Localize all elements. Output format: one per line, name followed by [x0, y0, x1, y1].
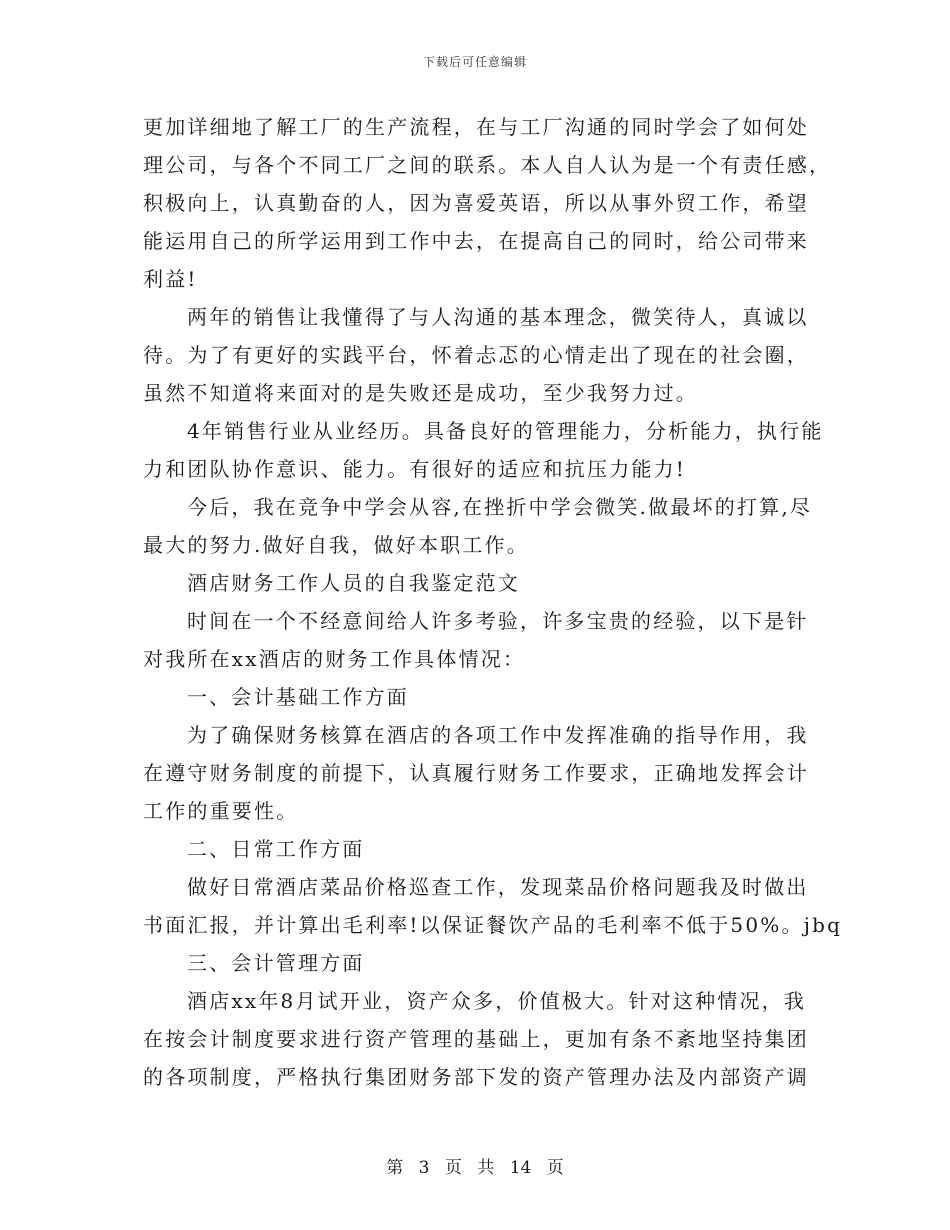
page-footer: [0, 1153, 950, 1178]
text-line: 能运用自己的所学运用到工作中去，在提高自己的同时，给公司带来: [143, 229, 809, 253]
text-line: 的各项制度，严格执行集团财务部下发的资产管理办法及内部资产调: [143, 1065, 809, 1089]
section-heading: 一、会计基础工作方面: [187, 685, 409, 709]
section-heading: 三、会计管理方面: [187, 951, 365, 975]
text-line: 最大的努力.做好自我，做好本职工作。: [143, 533, 529, 557]
footer-total-label: 共: [477, 1158, 495, 1178]
text-line: 待。为了有更好的实践平台，怀着忐忑的心情走出了现在的社会圈，: [143, 343, 809, 367]
section-heading: 二、日常工作方面: [187, 837, 365, 861]
footer-page-label: 第: [386, 1158, 404, 1178]
text-line: 书面汇报，并计算出毛利率!以保证餐饮产品的毛利率不低于50%。jbq: [143, 913, 843, 937]
text-line: 更加详细地了解工厂的生产流程，在与工厂沟通的同时学会了如何处: [143, 115, 809, 139]
text-line: 在遵守财务制度的前提下，认真履行财务工作要求，正确地发挥会计: [143, 761, 809, 785]
footer-page-unit: 页: [444, 1158, 462, 1178]
text-line: 利益!: [143, 267, 198, 291]
text-line: 理公司，与各个不同工厂之间的联系。本人自人认为是一个有责任感，: [143, 153, 832, 177]
footer-current-page: 3: [418, 1158, 430, 1178]
section-title: 酒店财务工作人员的自我鉴定范文: [187, 571, 520, 595]
text-line: 4年销售行业从业经历。具备良好的管理能力，分析能力，执行能: [187, 419, 824, 443]
text-line: 力和团队协作意识、能力。有很好的适应和抗压力能力!: [143, 457, 687, 481]
footer-total-pages: 14: [509, 1158, 532, 1178]
text-line: 为了确保财务核算在酒店的各项工作中发挥准确的指导作用，我: [187, 723, 809, 747]
text-line: 酒店xx年8月试开业，资产众多，价值极大。针对这种情况，我: [187, 989, 807, 1013]
document-body: [143, 108, 843, 1096]
text-line: 工作的重要性。: [143, 799, 299, 823]
text-line: 时间在一个不经意间给人许多考验，许多宝贵的经验，以下是针: [187, 609, 809, 633]
text-line: 今后，我在竞争中学会从容,在挫折中学会微笑.做最坏的打算,尽: [187, 495, 813, 519]
text-line: 做好日常酒店菜品价格巡查工作，发现菜品价格问题我及时做出: [187, 875, 809, 899]
text-line: 虽然不知道将来面对的是失败还是成功，至少我努力过。: [143, 381, 698, 405]
text-line: 两年的销售让我懂得了与人沟通的基本理念，微笑待人，真诚以: [187, 305, 809, 329]
footer-total-unit: 页: [546, 1158, 564, 1178]
page-header: 下载后可任意编辑: [422, 55, 527, 69]
text-line: 对我所在xx酒店的财务工作具体情况：: [143, 647, 526, 671]
text-line: 在按会计制度要求进行资产管理的基础上，更加有条不紊地坚持集团: [143, 1027, 809, 1051]
text-line: 积极向上，认真勤奋的人，因为喜爱英语，所以从事外贸工作，希望: [143, 191, 809, 215]
